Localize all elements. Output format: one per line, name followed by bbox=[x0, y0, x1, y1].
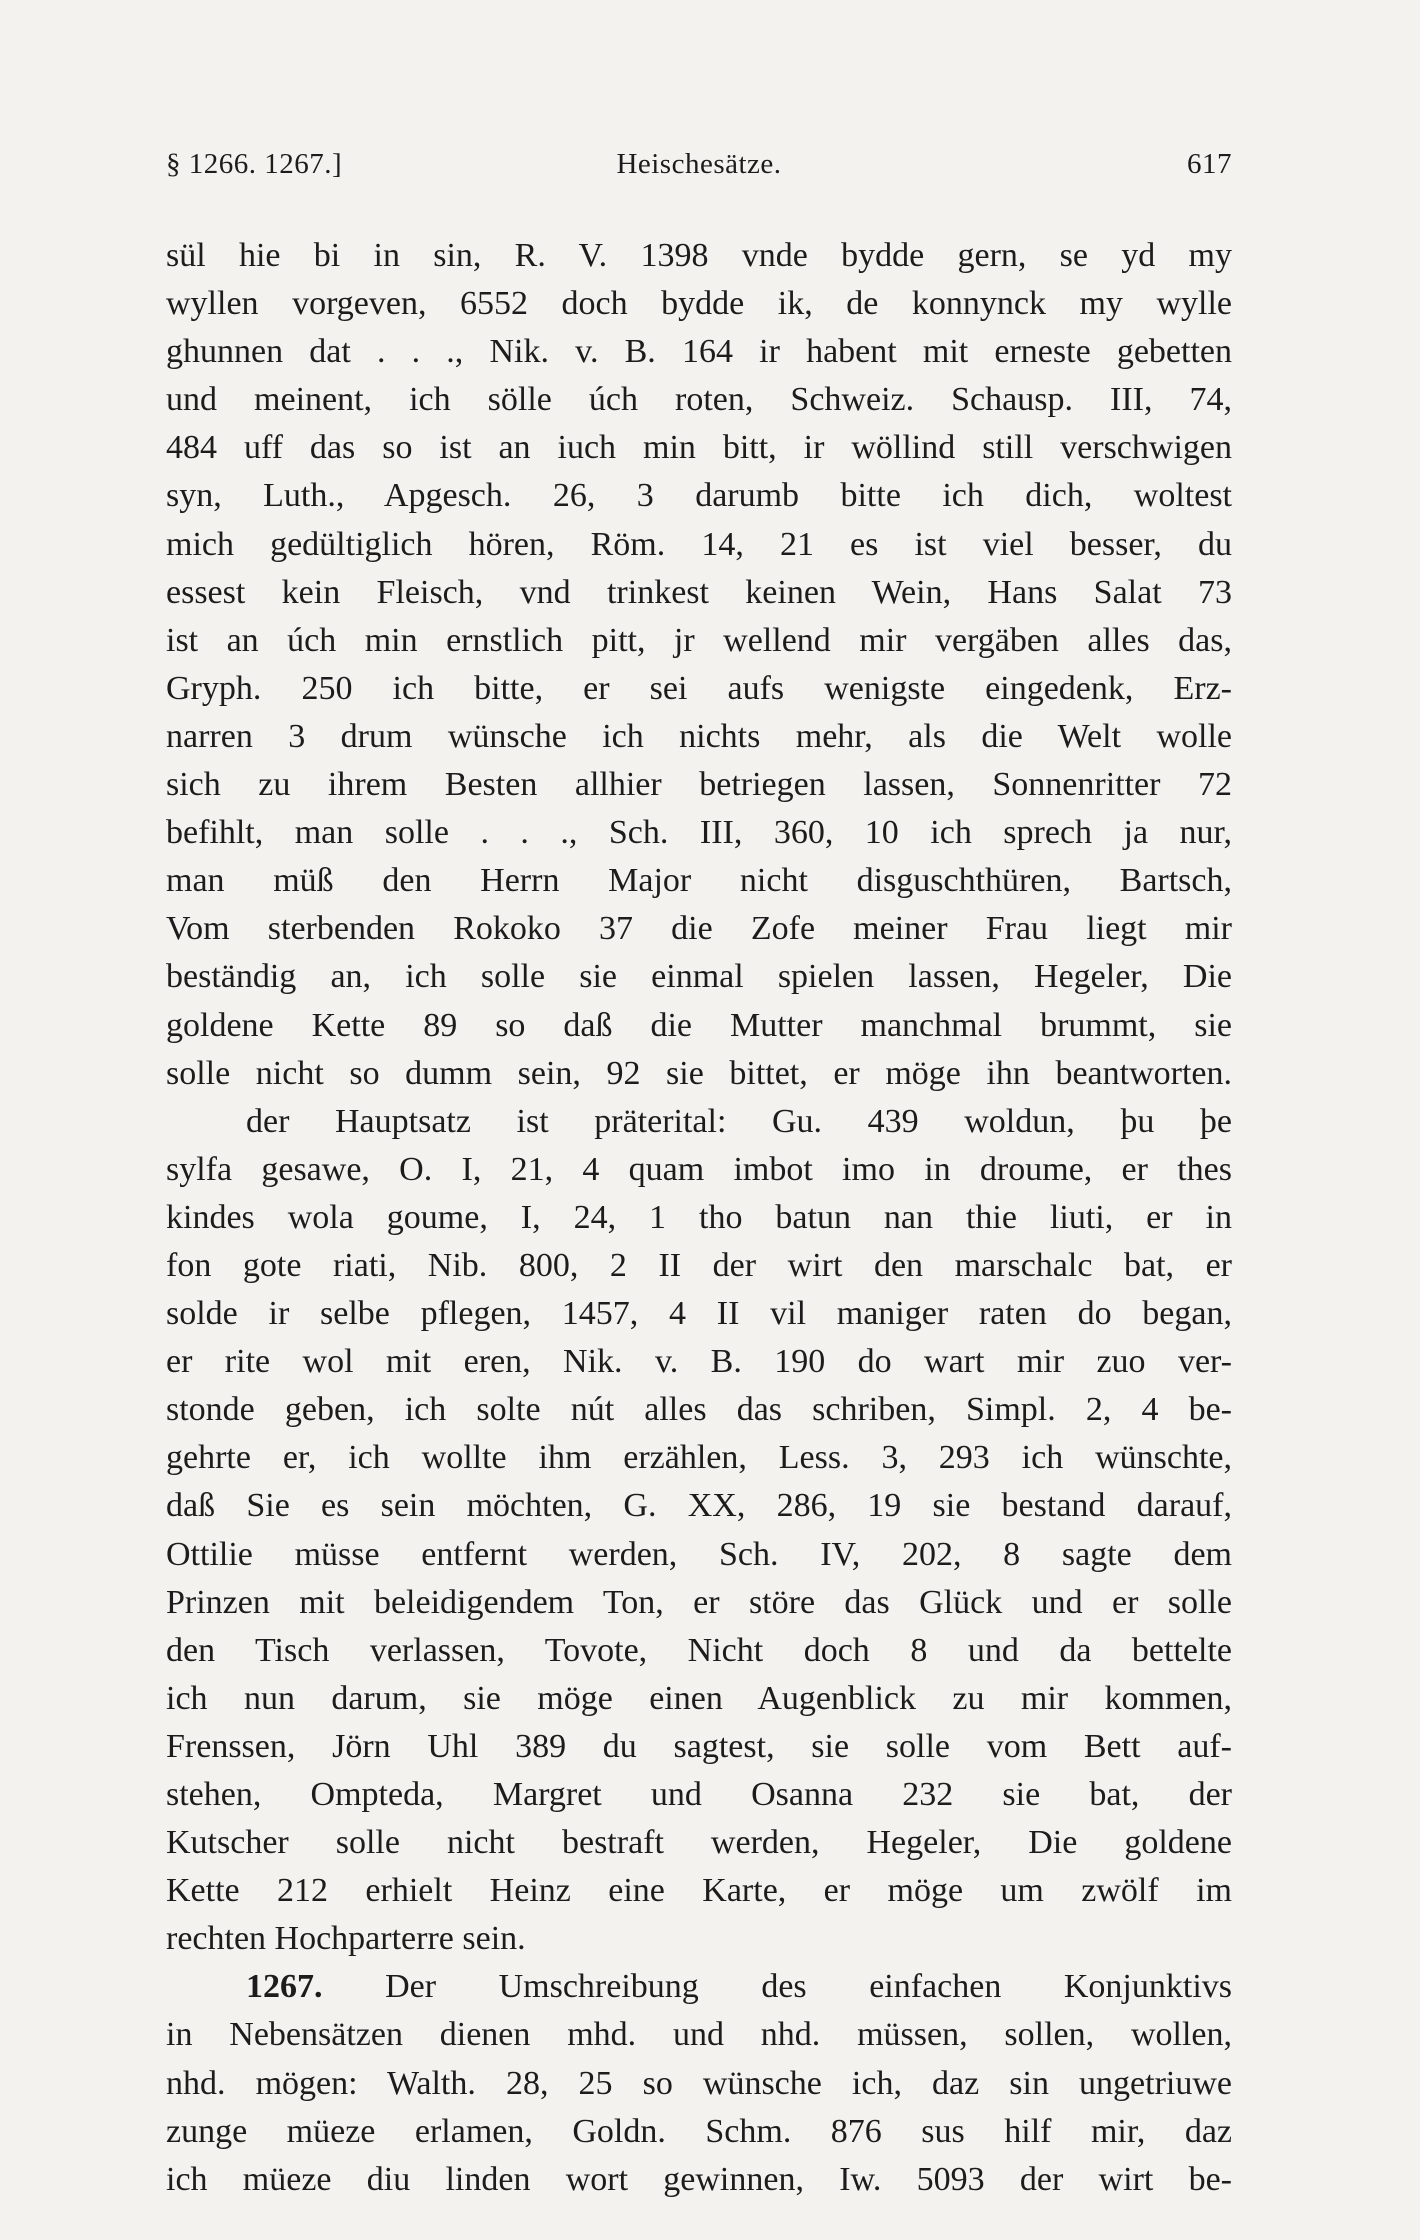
text-line: fon gote riati, Nib. 800, 2 II der wirt den marschalc bat, er bbox=[166, 1246, 1232, 1284]
text-line: daß Sie es sein möchten, G. XX, 286, 19 sie bestand darauf, bbox=[166, 1487, 1232, 1525]
body-text bbox=[166, 232, 1232, 2204]
text-line: ich müeze diu linden wort gewinnen, Iw. 5093 der wirt be- bbox=[166, 2160, 1232, 2198]
text-line: beständig an, ich solle sie einmal spielen lassen, Hegeler, Die bbox=[166, 958, 1232, 996]
text-line: ich nun darum, sie möge einen Augenblick zu mir kommen, bbox=[166, 1679, 1232, 1717]
text-line: zunge müeze erlamen, Goldn. Schm. 876 sus hilf mir, daz bbox=[166, 2112, 1232, 2150]
text-line: stehen, Ompteda, Margret und Osanna 232 sie bat, der bbox=[166, 1776, 1232, 1813]
text-line: 484 uff das so ist an iuch min bitt, ir wöllind still verschwigen bbox=[166, 429, 1232, 467]
text-line: Vom sterbenden Rokoko 37 die Zofe meiner Frau liegt mir bbox=[166, 910, 1232, 948]
text-line: goldene Kette 89 so daß die Mutter manchmal brummt, sie bbox=[166, 1006, 1232, 1044]
paragraph-start-line: der Hauptsatz ist präterital: Gu. 439 woldun, þu þe bbox=[246, 1102, 1232, 1140]
text-line: narren 3 drum wünsche ich nichts mehr, als die Welt wolle bbox=[166, 717, 1232, 755]
text-line: Kutscher solle nicht bestraft werden, Hegeler, Die goldene bbox=[166, 1824, 1232, 1862]
text-line: solde ir selbe pflegen, 1457, 4 II vil maniger raten do began, bbox=[166, 1295, 1232, 1333]
text-line: gehrte er, ich wollte ihm erzählen, Less. 3, 293 ich wünschte, bbox=[166, 1439, 1232, 1477]
text-line: kindes wola goume, I, 24, 1 tho batun nan thie liuti, er in bbox=[166, 1198, 1232, 1236]
text-line: syn, Luth., Apgesch. 26, 3 darumb bitte ich dich, woltest bbox=[166, 477, 1232, 515]
text-line: sylfa gesawe, O. I, 21, 4 quam imbot imo in droume, er thes bbox=[166, 1150, 1232, 1188]
text-line: Prinzen mit beleidigendem Ton, er störe das Glück und er solle bbox=[166, 1583, 1232, 1621]
text-line: solle nicht so dumm sein, 92 sie bittet, er möge ihn beantworten. bbox=[166, 1054, 1232, 1092]
text-line: und meinent, ich sölle úch roten, Schweiz. Schausp. III, 74, bbox=[166, 381, 1232, 419]
section-first-line-text: Der Umschreibung des einfachen Konjunktivs bbox=[385, 1968, 1232, 2006]
page-title: Heischesätze. bbox=[616, 148, 782, 180]
paragraph-end-line: rechten Hochparterre sein. bbox=[166, 1920, 526, 1958]
text-line: Frenssen, Jörn Uhl 389 du sagtest, sie solle vom Bett auf- bbox=[166, 1727, 1232, 1765]
text-line: sül hie bi in sin, R. V. 1398 vnde bydde gern, se yd my bbox=[166, 237, 1232, 274]
section-number: 1267. bbox=[246, 1968, 323, 2006]
text-line: sich zu ihrem Besten allhier betriegen lassen, Sonnenritter 72 bbox=[166, 766, 1232, 804]
text-line: befihlt, man solle . . ., Sch. III, 360, 10 ich sprech ja nur, bbox=[166, 814, 1232, 852]
section-start-line bbox=[166, 1963, 1232, 2011]
text-line: nhd. mögen: Walth. 28, 25 so wünsche ich, daz sin ungetriuwe bbox=[166, 2064, 1232, 2102]
text-line: wyllen vorgeven, 6552 doch bydde ik, de konnynck my wylle bbox=[166, 285, 1232, 323]
text-line: essest kein Fleisch, vnd trinkest keinen Wein, Hans Salat 73 bbox=[166, 573, 1232, 611]
text-line: ist an úch min ernstlich pitt, jr wellend mir vergäben alles das, bbox=[166, 621, 1232, 659]
text-line: in Nebensätzen dienen mhd. und nhd. müssen, sollen, wollen, bbox=[166, 2016, 1232, 2054]
page-number: 617 bbox=[1187, 148, 1232, 180]
running-head bbox=[166, 148, 1232, 188]
text-line: mich gedültiglich hören, Röm. 14, 21 es ist viel besser, du bbox=[166, 525, 1232, 563]
text-line: den Tisch verlassen, Tovote, Nicht doch 8 und da bettelte bbox=[166, 1631, 1232, 1669]
text-line: Ottilie müsse entfernt werden, Sch. IV, 202, 8 sagte dem bbox=[166, 1535, 1232, 1573]
text-line: stonde geben, ich solte nút alles das schriben, Simpl. 2, 4 be- bbox=[166, 1391, 1232, 1429]
text-line: man müß den Herrn Major nicht disguschthüren, Bartsch, bbox=[166, 862, 1232, 900]
text-line: Kette 212 erhielt Heinz eine Karte, er möge um zwölf im bbox=[166, 1872, 1232, 1910]
text-line: er rite wol mit eren, Nik. v. B. 190 do wart mir zuo ver- bbox=[166, 1343, 1232, 1381]
section-reference: § 1266. 1267.] bbox=[166, 148, 343, 180]
text-line: Gryph. 250 ich bitte, er sei aufs wenigste eingedenk, Erz- bbox=[166, 669, 1232, 707]
text-line: ghunnen dat . . ., Nik. v. B. 164 ir habent mit erneste gebetten bbox=[166, 333, 1232, 371]
